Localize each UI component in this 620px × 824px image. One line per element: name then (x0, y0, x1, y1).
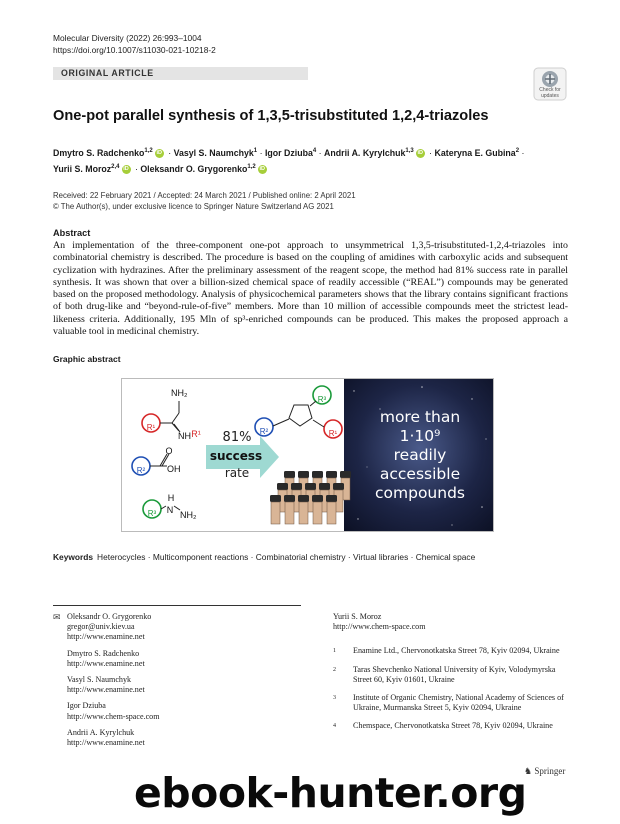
more-line-1: more than (379, 408, 461, 426)
hydrazine-h: H (167, 493, 175, 503)
contact-name: Dmytro S. Radchenko (67, 648, 140, 658)
affiliation-item (333, 721, 568, 731)
contact-name: Andrii A. Kyrylchuk (67, 727, 135, 737)
vial-cap (312, 495, 323, 502)
vial-cap (326, 495, 337, 502)
triazole-r1: R¹ (328, 429, 338, 438)
contact-entry (53, 701, 303, 721)
abstract-heading: Abstract (53, 228, 91, 238)
affiliation-text: Taras Shevchenko National University of Kyiv, Volodymyrska Street 60, Kyiv 01601, Ukraine (353, 664, 556, 684)
author-separator: · (165, 147, 174, 158)
contact-entry (53, 728, 303, 748)
contact-list (53, 612, 303, 754)
publisher-name: Springer (534, 766, 566, 776)
vial-cap (284, 471, 295, 478)
keywords-list: Heterocycles · Multicomponent reactions · Combinatorial chemistry · Virtual libraries · Chemical space (97, 552, 476, 562)
author-separator: · (519, 147, 525, 158)
contact-name: Igor Dziuba (67, 701, 106, 711)
vial-cap (333, 483, 344, 490)
author-affiliation-sup: 1 (253, 148, 258, 154)
journal-header (53, 32, 216, 56)
author-affiliation-sup: 1,2 (144, 148, 153, 154)
orcid-icon[interactable]: iD (417, 150, 423, 157)
author-separator: · (257, 147, 265, 158)
amidine-nh: NH (178, 431, 191, 441)
contact-name: Yurii S. Moroz (333, 612, 382, 621)
hydrazine-n: N (166, 505, 174, 515)
author-separator: · (316, 147, 325, 158)
vial-cap (326, 471, 337, 478)
vial-cap (291, 483, 302, 490)
keywords-label: Keywords (53, 552, 94, 562)
author-affiliation-sup: 1,2 (247, 163, 256, 170)
vial-cap (284, 495, 295, 502)
right-contact (333, 612, 568, 632)
affiliation-text: Chemspace, Chervonotkatska Street 78, Kyiv 02094, Ukraine (353, 721, 553, 731)
graphic-abstract (121, 378, 494, 532)
contact-name: Vasyl S. Naumchyk (67, 675, 132, 685)
copyright-line: © The Author(s), under exclusive licence to Springer Nature Switzerland AG 2021 (53, 201, 334, 211)
contact-url[interactable]: http://www.enamine.net (67, 658, 145, 668)
article-title: One-pot parallel synthesis of 1,3,5-trisubstituted 1,2,4-triazoles (53, 108, 489, 124)
vial-cap (319, 483, 330, 490)
contact-url[interactable]: http://www.enamine.net (67, 632, 145, 642)
affiliation-number: 4 (333, 723, 336, 730)
r1-label: R¹ (191, 429, 201, 439)
date-line: Received: 22 February 2021 / Accepted: 24 March 2021 / Published online: 2 April 2021 (53, 191, 356, 200)
author-name[interactable]: Yurii S. Moroz (53, 163, 112, 174)
vial-cap (305, 483, 316, 490)
success-label: success (209, 449, 263, 463)
publication-dates (53, 191, 356, 212)
vial-cap (277, 483, 288, 490)
footnote-divider (53, 605, 301, 606)
watermark: ebook-hunter.org (134, 769, 527, 817)
affiliation-text: Institute of Organic Chemistry, National Academy of Sciences of Ukraine, Murmanska Street 5, Kyiv 02094, Ukraine (353, 693, 564, 713)
author-name[interactable]: Oleksandr O. Grygorenko (140, 163, 248, 174)
affiliations-column (333, 612, 568, 740)
hydrazine-nh2: NH₂ (180, 510, 197, 520)
vial-body (313, 502, 322, 524)
vial-body (285, 502, 294, 524)
vial-cap (312, 471, 323, 478)
rate-label: rate (224, 466, 250, 480)
vial-array (270, 471, 351, 524)
author-separator: · (132, 163, 141, 174)
contact-url[interactable]: http://www.chem-space.com (67, 711, 160, 721)
orcid-icon[interactable]: iD (123, 166, 129, 173)
publisher-logo (524, 766, 565, 777)
author-name[interactable]: Kateryna E. Gubina (434, 147, 516, 158)
more-than-text (346, 408, 494, 503)
affiliation-number: 2 (333, 666, 336, 673)
graphic-abstract-heading: Graphic abstract (53, 354, 121, 364)
vial-body (299, 502, 308, 524)
r1-inside: R¹ (146, 423, 156, 432)
springer-horse-icon: ♞ (524, 766, 533, 776)
orcid-icon[interactable]: iD (156, 150, 163, 157)
author-separator: · (426, 147, 435, 158)
journal-citation: Molecular Diversity (2022) 26:993–1004 (53, 33, 202, 43)
author-name[interactable]: Dmytro S. Radchenko (53, 147, 145, 158)
abstract-text: An implementation of the three-component one-pot approach to unsymmetrical 1,3,5-trisubstituted-1,2,4-triazoles into combinatorial chemistry is described. The procedure is based on the coupling of amidines with carboxylic acids and subsequent cyclization with hydrazines. After the preliminary assessment of the reagent scope, the method had 81% success rate in parallel synthesis. It was shown that over a billion-sized chemical space of readily accessible (“REAL”) compounds may be generated based on the proposed methodology. Analysis of physicochemical parameters shows that the library contains significant fractions of both drug-like and “beyond-rule-of-five” members. More than 10 million of accessible compounds meet the strictest lead-likeness criteria. Additionally, 195 Mln of sp³-enriched compounds can be produced. This makes the proposed approach a valuable tool in medicinal chemistry. (53, 240, 568, 338)
contact-email[interactable]: gregor@univ.kiev.ua (67, 622, 135, 632)
r2-inside: R² (136, 466, 146, 475)
more-line-2: 1·10⁹ (399, 427, 441, 445)
vial-body (271, 502, 280, 524)
doi-link[interactable]: https://doi.org/10.1007/s11030-021-10218-2 (53, 45, 216, 55)
vial-cap (298, 471, 309, 478)
keywords (53, 552, 475, 562)
vial-body (327, 502, 336, 524)
affiliation-item (333, 646, 568, 656)
affiliation-item (333, 665, 568, 685)
affiliation-list (333, 646, 568, 731)
vial-cap (270, 495, 281, 502)
section-label: ORIGINAL ARTICLE (53, 67, 308, 80)
orcid-icon[interactable]: iD (259, 166, 265, 173)
contact-entry (53, 649, 303, 669)
contact-entry (53, 675, 303, 695)
author-affiliation-sup: 1,3 (405, 148, 414, 154)
author-name[interactable]: Igor Dziuba (264, 147, 313, 158)
affiliation-text: Enamine Ltd., Chervonotkatska Street 78, Kyiv 02094, Ukraine (353, 646, 560, 656)
affiliation-number: 3 (333, 695, 336, 702)
contact-url[interactable]: http://www.chem-space.com (333, 622, 426, 632)
more-line-4: accessible (379, 465, 461, 483)
amidine-nh2-top: NH₂ (171, 388, 188, 398)
contact-name: Oleksandr O. Grygorenko (67, 612, 152, 621)
affiliation-item (333, 693, 568, 713)
author-name[interactable]: Andrii A. Kyrylchuk (324, 147, 406, 158)
author-affiliation-sup: 4 (312, 148, 317, 154)
triazole-r3: R³ (317, 395, 327, 404)
acid-oh: OH (167, 464, 181, 474)
affiliation-number: 1 (333, 648, 336, 655)
contact-url[interactable]: http://www.enamine.net (67, 685, 145, 695)
contact-entry (53, 612, 303, 643)
percent-label: 81% (222, 430, 252, 445)
author-affiliation-sup: 2 (515, 148, 520, 154)
author-affiliation-sup: 2,4 (111, 163, 120, 170)
contact-url[interactable]: http://www.enamine.net (67, 738, 145, 748)
author-name[interactable]: Vasyl S. Naumchyk (173, 147, 254, 158)
triazole-r2: R² (259, 427, 269, 436)
more-line-5: compounds (375, 484, 465, 502)
r3-inside: R³ (147, 509, 157, 518)
more-line-3: readily (393, 446, 447, 464)
crossmark-label: Check for updates (539, 87, 561, 99)
envelope-icon[interactable]: ✉ (53, 613, 61, 623)
acid-o: O (165, 446, 173, 456)
vial-cap (298, 495, 309, 502)
author-list (53, 144, 568, 176)
